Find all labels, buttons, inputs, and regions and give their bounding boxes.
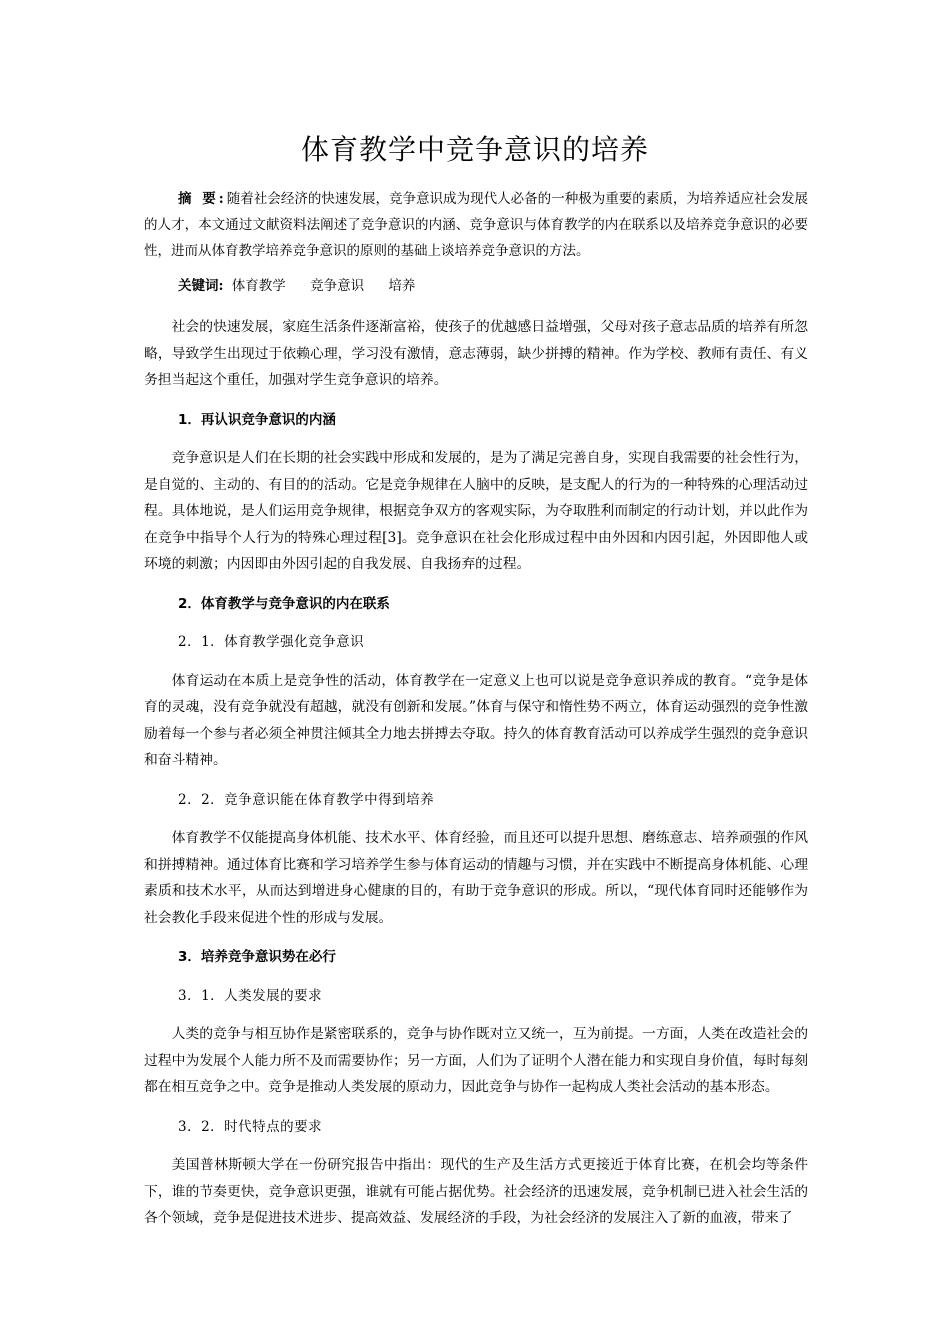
keywords bbox=[178, 274, 431, 298]
paragraph: 美国普林斯顿大学在一份研究报告中指出：现代的生产及生活方式更接近于体育比赛，在机会均等条件下，谁的节奏更快，竞争意识更强，谁就有可能占据优势。社会经济的迅速发展，竞争机制已进入社会生活的各个领域，竞争是促进技术进步、提高效益、发展经济的手段，为社会经济的发展注入了新的血液，带来了 bbox=[144, 1157, 808, 1226]
subsection-heading: 2．2．竞争意识能在体育教学中得到培养 bbox=[178, 791, 435, 808]
abstract-label: 摘 要: bbox=[178, 191, 227, 207]
keyword: 培养 bbox=[388, 278, 416, 294]
subsection-heading: 3．2．时代特点的要求 bbox=[178, 1118, 323, 1135]
subsection-heading: 3．1．人类发展的要求 bbox=[178, 987, 323, 1004]
keyword: 竞争意识 bbox=[310, 278, 365, 294]
paragraph: 人类的竞争与相互协作是紧密联系的，竞争与协作既对立又统一，互为前提。一方面，人类在改造社会的过程中为发展个人能力所不及而需要协作；另一方面，人们为了证明个人潜在能力和实现自身价值，每时每刻都在相互竞争之中。竞争是推动人类发展的原动力，因此竞争与协作一起构成人类社会活动的基本形态。 bbox=[144, 1026, 808, 1095]
paragraph: 体育教学不仅能提高身体机能、技术水平、体育经验，而且还可以提升思想、磨练意志、培养顽强的作风和拼搏精神。通过体育比赛和学习培养学生参与体育运动的情趣与习惯，并在实践中不断提高身体机能、心理素质和技术水平，从而达到增进身心健康的目的，有助于竞争意识的形成。所以，“现代体育同时还能够作为社会教化手段来促进个性的形成与发展。 bbox=[144, 830, 808, 926]
abstract bbox=[144, 186, 808, 264]
section-heading: 2．体育教学与竞争意识的内在联系 bbox=[178, 595, 390, 612]
intro-paragraph: 社会的快速发展，家庭生活条件逐渐富裕，使孩子的优越感日益增强，父母对孩子意志品质的培养有所忽略，导致学生出现过于依赖心理，学习没有激情，意志薄弱，缺少拼搏的精神。作为学校、教师有责任、有义务担当起这个重任，加强对学生竞争意识的培养。 bbox=[144, 319, 808, 388]
keywords-label: 关键词: bbox=[178, 278, 224, 294]
paragraph: 竞争意识是人们在长期的社会实践中形成和发展的，是为了满足完善自身，实现自我需要的社会性行为，是自觉的、主动的、有目的的活动。它是竞争规律在人脑中的反映，是支配人的行为的一种特殊的心理活动过程。具体地说，是人们运用竞争规律，根据竞争双方的客观实际，为夺取胜利而制定的行动计划，并以此作为在竞争中指导个人行为的特殊心理过程[3]。竞争意识在社会化形成过程中由外因和内因引起，外因即他人或环境的刺激；内因即由外因引起的自我发展、自我扬弃的过程。 bbox=[144, 450, 808, 572]
abstract-text: 随着社会经济的快速发展，竞争意识成为现代人必备的一种极为重要的素质，为培养适应社会发展的人才，本文通过文献资料法阐述了竞争意识的内涵、竞争意识与体育教学的内在联系以及培养竞争意识的必要性，进而从体育教学培养竞争意识的原则的基础上谈培养竞争意识的方法。 bbox=[144, 191, 809, 259]
keyword: 体育教学 bbox=[231, 278, 286, 294]
page-title: 体育教学中竞争意识的培养 bbox=[300, 133, 649, 166]
subsection-heading: 2．1．体育教学强化竞争意识 bbox=[178, 634, 365, 650]
document-body bbox=[144, 314, 808, 1245]
section-heading: 1．再认识竞争意识的内涵 bbox=[178, 411, 336, 428]
paragraph: 体育运动在本质上是竞争性的活动，体育教学在一定意义上也可以说是竞争意识养成的教育。“竞争是体育的灵魂，没有竞争就没有超越，就没有创新和发展。”体育与保守和惰性势不两立，体育运动强烈的竞争性激励着每一个参与者必须全神贯注倾其全力地去拼搏去夺取。持久的体育教育活动可以养成学生强烈的竞争意识和奋斗精神。 bbox=[144, 672, 808, 768]
section-heading: 3．培养竞争意识势在必行 bbox=[178, 949, 336, 965]
